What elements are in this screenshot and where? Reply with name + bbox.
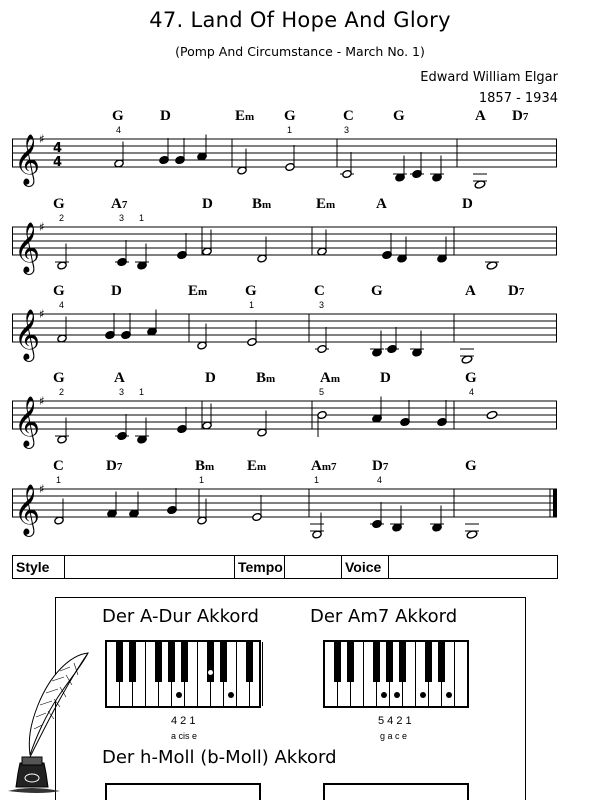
chord-root: G [393, 108, 405, 124]
staff [12, 370, 557, 447]
am7-keyboard [323, 640, 469, 708]
chord-quality: 7 [116, 461, 123, 473]
staff [12, 458, 557, 535]
key-signature-sharp: ♯ [39, 394, 45, 408]
am7-heading: Der Am7 Akkord [310, 606, 458, 627]
key-marker-dot [420, 692, 426, 698]
chord-root: G [371, 283, 383, 299]
song-subtitle: (Pomp And Circumstance - March No. 1) [175, 44, 425, 59]
staff [12, 108, 557, 185]
key-signature-sharp: ♯ [39, 307, 45, 321]
chord-root: D [160, 108, 171, 124]
piano-white-key [455, 642, 468, 706]
chord-root: D [111, 283, 122, 299]
chord-root: D [380, 370, 391, 386]
piano-black-key [334, 642, 341, 682]
key-marker-dot [208, 670, 213, 675]
chord-root: G [245, 283, 257, 299]
key-signature-sharp: ♯ [39, 132, 45, 146]
chord-root: G [465, 370, 477, 386]
style-label: Style [13, 556, 65, 578]
chord-root: D [462, 196, 473, 212]
chord-quality: m [266, 373, 276, 385]
chord-root: D [205, 370, 216, 386]
chord-root: A [465, 283, 476, 299]
treble-clef-icon: 𝄞 [14, 309, 41, 360]
piano-black-key [438, 642, 445, 682]
chord-root: A [376, 196, 387, 212]
composer-name: Edward William Elgar [420, 70, 558, 85]
piano-black-key [373, 642, 380, 682]
chord-root: A [320, 370, 331, 386]
fingering-number: 1 [199, 475, 205, 485]
chord-root: C [314, 283, 325, 299]
am7-fingering: 5 4 2 1 [378, 715, 412, 727]
key-marker-dot [446, 692, 452, 698]
key-marker-dot [381, 692, 387, 698]
chord-root: G [284, 108, 296, 124]
chord-root: C [343, 108, 354, 124]
a-major-fingering: 4 2 1 [171, 715, 196, 727]
chord-quality: m [326, 199, 336, 211]
chord-root: E [316, 196, 327, 212]
tempo-field[interactable] [285, 556, 342, 578]
fingering-number: 4 [116, 125, 122, 135]
chord-quality: 7 [522, 111, 529, 123]
a-major-heading: Der A-Dur Akkord [102, 606, 259, 627]
music-system [12, 196, 557, 273]
chord-reference-panel [55, 597, 526, 800]
chord-root: B [195, 458, 206, 474]
voice-field[interactable] [389, 556, 557, 578]
chord-root: C [53, 458, 64, 474]
fingering-number: 2 [59, 387, 65, 397]
treble-clef-icon: 𝄞 [14, 396, 41, 447]
piano-black-key [207, 642, 214, 682]
chord-root: D [106, 458, 117, 474]
time-signature-bottom: 4 [53, 155, 63, 170]
key-signature-sharp: ♯ [39, 220, 45, 234]
time-signature-top: 4 [53, 141, 63, 156]
fingering-number: 1 [314, 475, 320, 485]
fingering-number: 3 [119, 213, 125, 223]
piano-black-key [386, 642, 393, 682]
fingering-number: 4 [59, 300, 65, 310]
piano-black-key [399, 642, 406, 682]
key-signature-sharp: ♯ [39, 482, 45, 496]
am7-note-names: g a c e [380, 731, 408, 741]
music-system [12, 370, 557, 447]
style-field[interactable] [65, 556, 235, 578]
composer-block [420, 67, 558, 109]
piano-black-key [155, 642, 162, 682]
piano-black-key [116, 642, 123, 682]
chord-quality: 7 [382, 461, 389, 473]
chord-root: G [53, 196, 65, 212]
quill-ink-illustration [0, 645, 100, 795]
b-minor-heading: Der h-Moll (b-Moll) Akkord [102, 747, 337, 768]
chord-root: G [112, 108, 124, 124]
fingering-number: 4 [469, 387, 475, 397]
voice-label: Voice [342, 556, 389, 578]
fingering-number: 3 [344, 125, 350, 135]
chord-quality: 7 [518, 286, 525, 298]
tempo-label: Tempo [235, 556, 285, 578]
fingering-number: 3 [319, 300, 325, 310]
chord-quality: m [205, 461, 215, 473]
chord-quality: m7 [321, 461, 337, 473]
chord-quality: 7 [121, 199, 128, 211]
treble-clef-icon: 𝄞 [14, 484, 41, 535]
song-title: 47. Land Of Hope And Glory [149, 8, 451, 32]
fingering-number: 5 [319, 387, 325, 397]
chord-quality: m [198, 286, 208, 298]
piano-black-key [168, 642, 175, 682]
chord-root: D [202, 196, 213, 212]
chord-root: D [372, 458, 383, 474]
chord-root: E [188, 283, 199, 299]
final-barline-thick [553, 489, 557, 517]
chord-root: G [53, 283, 65, 299]
fingering-number: 4 [377, 475, 383, 485]
chord-root: G [465, 458, 477, 474]
chord-root: D [512, 108, 523, 124]
piano-black-key [129, 642, 136, 682]
chord-root: A [475, 108, 486, 124]
chord-root: B [256, 370, 267, 386]
chord-root: B [252, 196, 263, 212]
fingering-number: 3 [119, 387, 125, 397]
music-system [12, 283, 557, 360]
chord-root: E [247, 458, 258, 474]
treble-clef-icon: 𝄞 [14, 134, 41, 185]
composer-dates: 1857 - 1934 [478, 91, 558, 106]
music-system [12, 108, 557, 185]
piano-black-key [220, 642, 227, 682]
staff [12, 283, 557, 360]
piano-black-key [425, 642, 432, 682]
chord-quality: m [245, 111, 255, 123]
chord-quality: m [257, 461, 267, 473]
piano-black-key [246, 642, 253, 682]
a-major-keyboard [105, 640, 261, 708]
chord-root: E [235, 108, 246, 124]
piano-black-key [347, 642, 354, 682]
chord-quality: m [262, 199, 272, 211]
b-minor-keyboard [105, 783, 261, 800]
fingering-number: 1 [139, 387, 145, 397]
piano-black-key [181, 642, 188, 682]
staff [12, 196, 557, 273]
chord-root: A [111, 196, 122, 212]
key-marker-dot [176, 692, 182, 698]
fingering-number: 1 [287, 125, 293, 135]
info-table [12, 555, 558, 579]
chord-root: A [311, 458, 322, 474]
chord-quality: m [330, 373, 341, 385]
key-marker-dot [394, 692, 400, 698]
fingering-number: 1 [139, 213, 145, 223]
music-system [12, 458, 557, 535]
a-major-note-names: a cis e [171, 731, 198, 741]
key-marker-dot [228, 692, 234, 698]
treble-clef-icon: 𝄞 [14, 222, 41, 273]
fingering-number: 1 [249, 300, 255, 310]
note-head [486, 410, 498, 419]
b-minor-keyboard-2 [323, 783, 469, 800]
chord-root: G [53, 370, 65, 386]
fingering-number: 1 [56, 475, 62, 485]
chord-root: A [114, 370, 125, 386]
chord-root: D [508, 283, 519, 299]
fingering-number: 2 [59, 213, 65, 223]
